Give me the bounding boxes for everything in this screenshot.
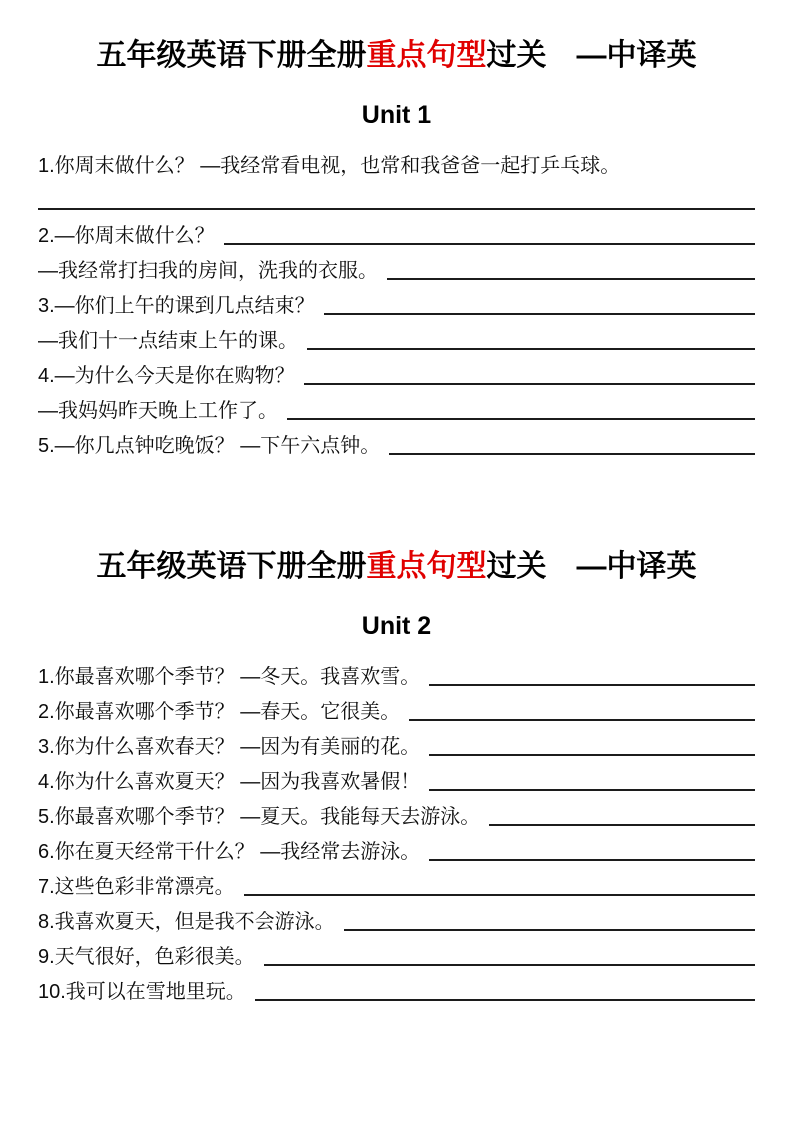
answer-blank-line <box>38 208 755 210</box>
sentence-line <box>38 970 755 1005</box>
document-title <box>38 549 755 585</box>
title-highlight: 重点句型 <box>366 39 487 72</box>
sentence-text: 5.—你几点钟吃晚饭？ —下午六点钟。 <box>38 435 381 457</box>
answer-blank-line <box>387 278 755 280</box>
sentence-line <box>38 354 755 389</box>
answer-blank-line <box>224 243 755 245</box>
sentence-line <box>38 795 755 830</box>
sentence-text: 2.你最喜欢哪个季节？ —春天。它很美。 <box>38 701 401 723</box>
unit-heading: Unit 2 <box>361 612 432 640</box>
sentence-line <box>38 830 755 865</box>
sentence-text: 9.天气很好，色彩很美。 <box>38 946 255 968</box>
title-prefix: 五年级英语下册全册 <box>96 39 367 72</box>
sentence-text: 1.你周末做什么？ —我经常看电视，也常和我爸爸一起打乒乓球。 <box>38 155 621 177</box>
sentence-text: 8.我喜欢夏天，但是我不会游泳。 <box>38 911 335 933</box>
answer-blank-line <box>429 859 755 861</box>
answer-blank-line <box>409 719 755 721</box>
sentence-text: 7.这些色彩非常漂亮。 <box>38 876 235 898</box>
sentence-list <box>38 144 755 459</box>
sentence-text: 4.你为什么喜欢夏天？ —因为我喜欢暑假！ <box>38 771 421 793</box>
answer-blank-line <box>244 894 755 896</box>
sentence-text: 4.—为什么今天是你在购物？ <box>38 365 295 387</box>
sentence-line <box>38 319 755 354</box>
sentence-text: —我经常打扫我的房间，洗我的衣服。 <box>38 260 378 282</box>
answer-blank-line <box>264 964 755 966</box>
sentence-line <box>38 690 755 725</box>
title-prefix: 五年级英语下册全册 <box>96 550 367 583</box>
sentence-line <box>38 865 755 900</box>
sentence-text: 3.—你们上午的课到几点结束？ <box>38 295 315 317</box>
answer-blank-line <box>389 453 755 455</box>
sentence-list <box>38 655 755 1005</box>
sentence-text: 5.你最喜欢哪个季节？ —夏天。我能每天去游泳。 <box>38 806 481 828</box>
unit-heading: Unit 1 <box>361 101 432 129</box>
sentence-line <box>38 760 755 795</box>
sentence-line <box>38 424 755 459</box>
answer-blank-line <box>429 684 755 686</box>
title-highlight: 重点句型 <box>366 550 487 583</box>
unit-section <box>38 549 755 1005</box>
answer-blank-line <box>429 789 755 791</box>
sentence-line <box>38 655 755 690</box>
sentence-text: 6.你在夏天经常干什么？ —我经常去游泳。 <box>38 841 421 863</box>
sentence-line <box>38 249 755 284</box>
title-suffix: 过关 —中译英 <box>486 550 697 583</box>
sentence-line <box>38 725 755 760</box>
answer-blank-line <box>287 418 755 420</box>
sentence-line <box>38 389 755 424</box>
sentence-line <box>38 935 755 970</box>
sentence-text: 2.—你周末做什么？ <box>38 225 215 247</box>
sentence-line <box>38 900 755 935</box>
sentence-text: 10.我可以在雪地里玩。 <box>38 981 246 1003</box>
answer-blank-line <box>429 754 755 756</box>
sentence-line <box>38 179 755 214</box>
sentence-line <box>38 214 755 249</box>
unit-section <box>38 38 755 459</box>
answer-blank-line <box>307 348 755 350</box>
answer-blank-line <box>489 824 755 826</box>
sentence-text: 3.你为什么喜欢春天？ —因为有美丽的花。 <box>38 736 421 758</box>
answer-blank-line <box>304 383 755 385</box>
answer-blank-line <box>324 313 755 315</box>
sentence-text: 1.你最喜欢哪个季节？ —冬天。我喜欢雪。 <box>38 666 421 688</box>
document-title <box>38 38 755 74</box>
sentence-line <box>38 144 755 179</box>
answer-blank-line <box>344 929 755 931</box>
sentence-line <box>38 284 755 319</box>
answer-blank-line <box>255 999 755 1001</box>
sentence-text: —我妈妈昨天晚上工作了。 <box>38 400 278 422</box>
sentence-text: —我们十一点结束上午的课。 <box>38 330 298 352</box>
title-suffix: 过关 —中译英 <box>486 39 697 72</box>
